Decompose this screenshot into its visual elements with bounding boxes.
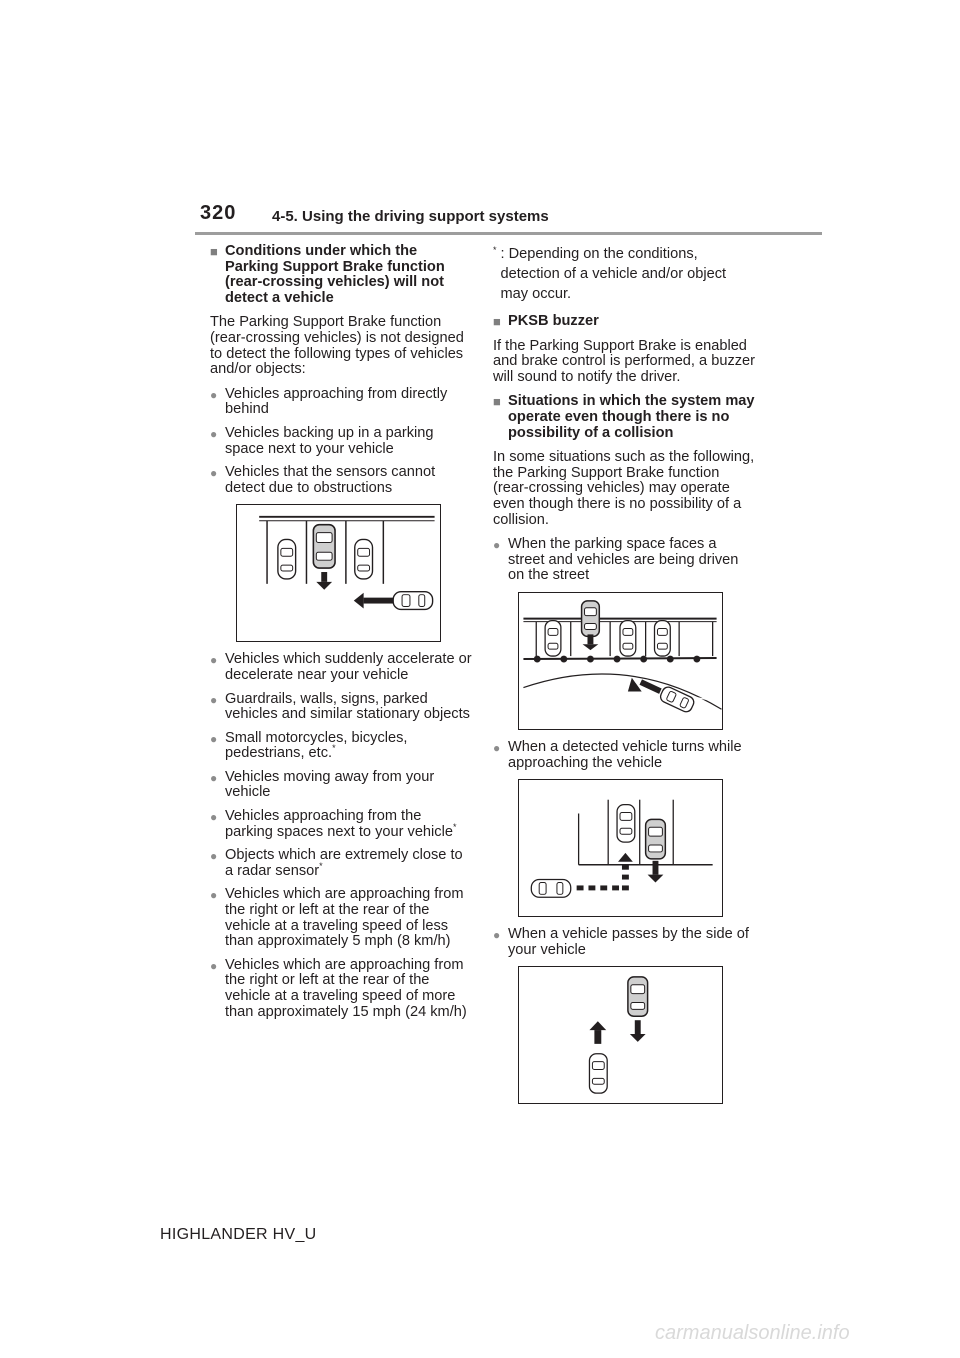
bullet-item: ● Vehicles that the sensors cannot detect due to obstructions: [210, 464, 436, 496]
section-heading-situations: ■ Situations in which the system may operate even though there is no possibility of a collision: [493, 393, 755, 441]
header-rule: [195, 232, 822, 235]
footer-model: HIGHLANDER HV_U: [160, 1226, 317, 1243]
heading-square-icon: ■: [493, 314, 501, 329]
situations-paragraph: In some situations such as the following, the Parking Support Brake function (rear-crossing vehicles) may operate even though there is no possibility of a collision.: [493, 449, 755, 528]
bullet-item: ● Vehicles which are approaching from the right or left at the rear of the vehicle at a traveling speed of less than approximately 5 mph (8 km/h): [210, 886, 464, 950]
bullet-item: ● Vehicles which suddenly accelerate or decelerate near your vehicle: [210, 651, 472, 683]
watermark: carmanualsonline.info: [655, 1322, 850, 1344]
footnote-mark: *: [332, 743, 336, 754]
bullet-item: ● Vehicles approaching from the parking spaces next to your vehicle*: [210, 808, 457, 840]
figure-turning: [518, 779, 723, 917]
heading-square-icon: ■: [493, 394, 501, 410]
bullet-dot-icon: ●: [210, 653, 218, 668]
bullet-item: ● Vehicles moving away from your vehicle: [210, 768, 435, 801]
bullet-item: ● Small motorcycles, bicycles, pedestrians, etc.*: [210, 729, 408, 762]
bullet-dot-icon: ●: [210, 387, 218, 402]
bullet-item: ● Vehicles which are approaching from the right or left at the rear of the vehicle at a traveling speed of more than approximately 15 mph (24 km/h): [210, 956, 467, 1020]
page-number: 320: [200, 202, 237, 224]
section-heading-not-detect: ■ Conditions under which the Parking Support Brake function (rear-crossing vehicles) will not detect a vehicle: [210, 243, 445, 306]
footnote: * : Depending on the conditions, detection of a vehicle and/or object may occur.: [493, 245, 727, 302]
bullet-dot-icon: ●: [210, 426, 218, 441]
bullet-item: ● Vehicles approaching from directly behind: [210, 385, 448, 418]
section-title: 4-5. Using the driving support systems: [272, 208, 549, 225]
bullet-dot-icon: ●: [493, 928, 501, 943]
figure-street: [518, 592, 723, 730]
bullet-dot-icon: ●: [210, 958, 218, 973]
footnote-mark: *: [452, 821, 457, 832]
bullet-dot-icon: ●: [210, 849, 218, 864]
figure-passing: [518, 966, 723, 1104]
bullet-item: ● When the parking space faces a street and vehicles are being driven on the street: [493, 536, 739, 584]
bullet-dot-icon: ●: [210, 888, 218, 903]
buzzer-paragraph: If the Parking Support Brake is enabled and brake control is performed, a buzzer will sound to notify the driver.: [493, 337, 756, 385]
left-column: [210, 244, 472, 1028]
footnote-mark: *: [319, 860, 323, 871]
bullet-dot-icon: ●: [493, 538, 501, 553]
intro-paragraph: The Parking Support Brake function (rear-crossing vehicles) is not designed to detect the following types of vehicles and/or objects:: [210, 314, 464, 378]
bullet-item: ● When a vehicle passes by the side of your vehicle: [493, 926, 749, 958]
bullet-item: ● Vehicles backing up in a parking space next to your vehicle: [210, 424, 434, 457]
bullet-dot-icon: ●: [210, 731, 218, 746]
section-heading-buzzer: ■ PKSB buzzer: [493, 313, 599, 329]
bullet-item: ● Guardrails, walls, signs, parked vehicles and similar stationary objects: [210, 690, 470, 723]
bullet-dot-icon: ●: [210, 692, 218, 707]
right-column: [493, 244, 755, 1114]
heading-square-icon: ■: [210, 244, 218, 259]
bullet-dot-icon: ●: [210, 770, 218, 785]
bullet-item: ● Objects which are extremely close to a radar sensor*: [210, 847, 463, 879]
bullet-dot-icon: ●: [210, 810, 218, 825]
bullet-dot-icon: ●: [210, 466, 218, 481]
bullet-dot-icon: ●: [493, 740, 501, 755]
figure-obstruction: [236, 504, 441, 642]
bullet-item: ● When a detected vehicle turns while approaching the vehicle: [493, 738, 742, 771]
